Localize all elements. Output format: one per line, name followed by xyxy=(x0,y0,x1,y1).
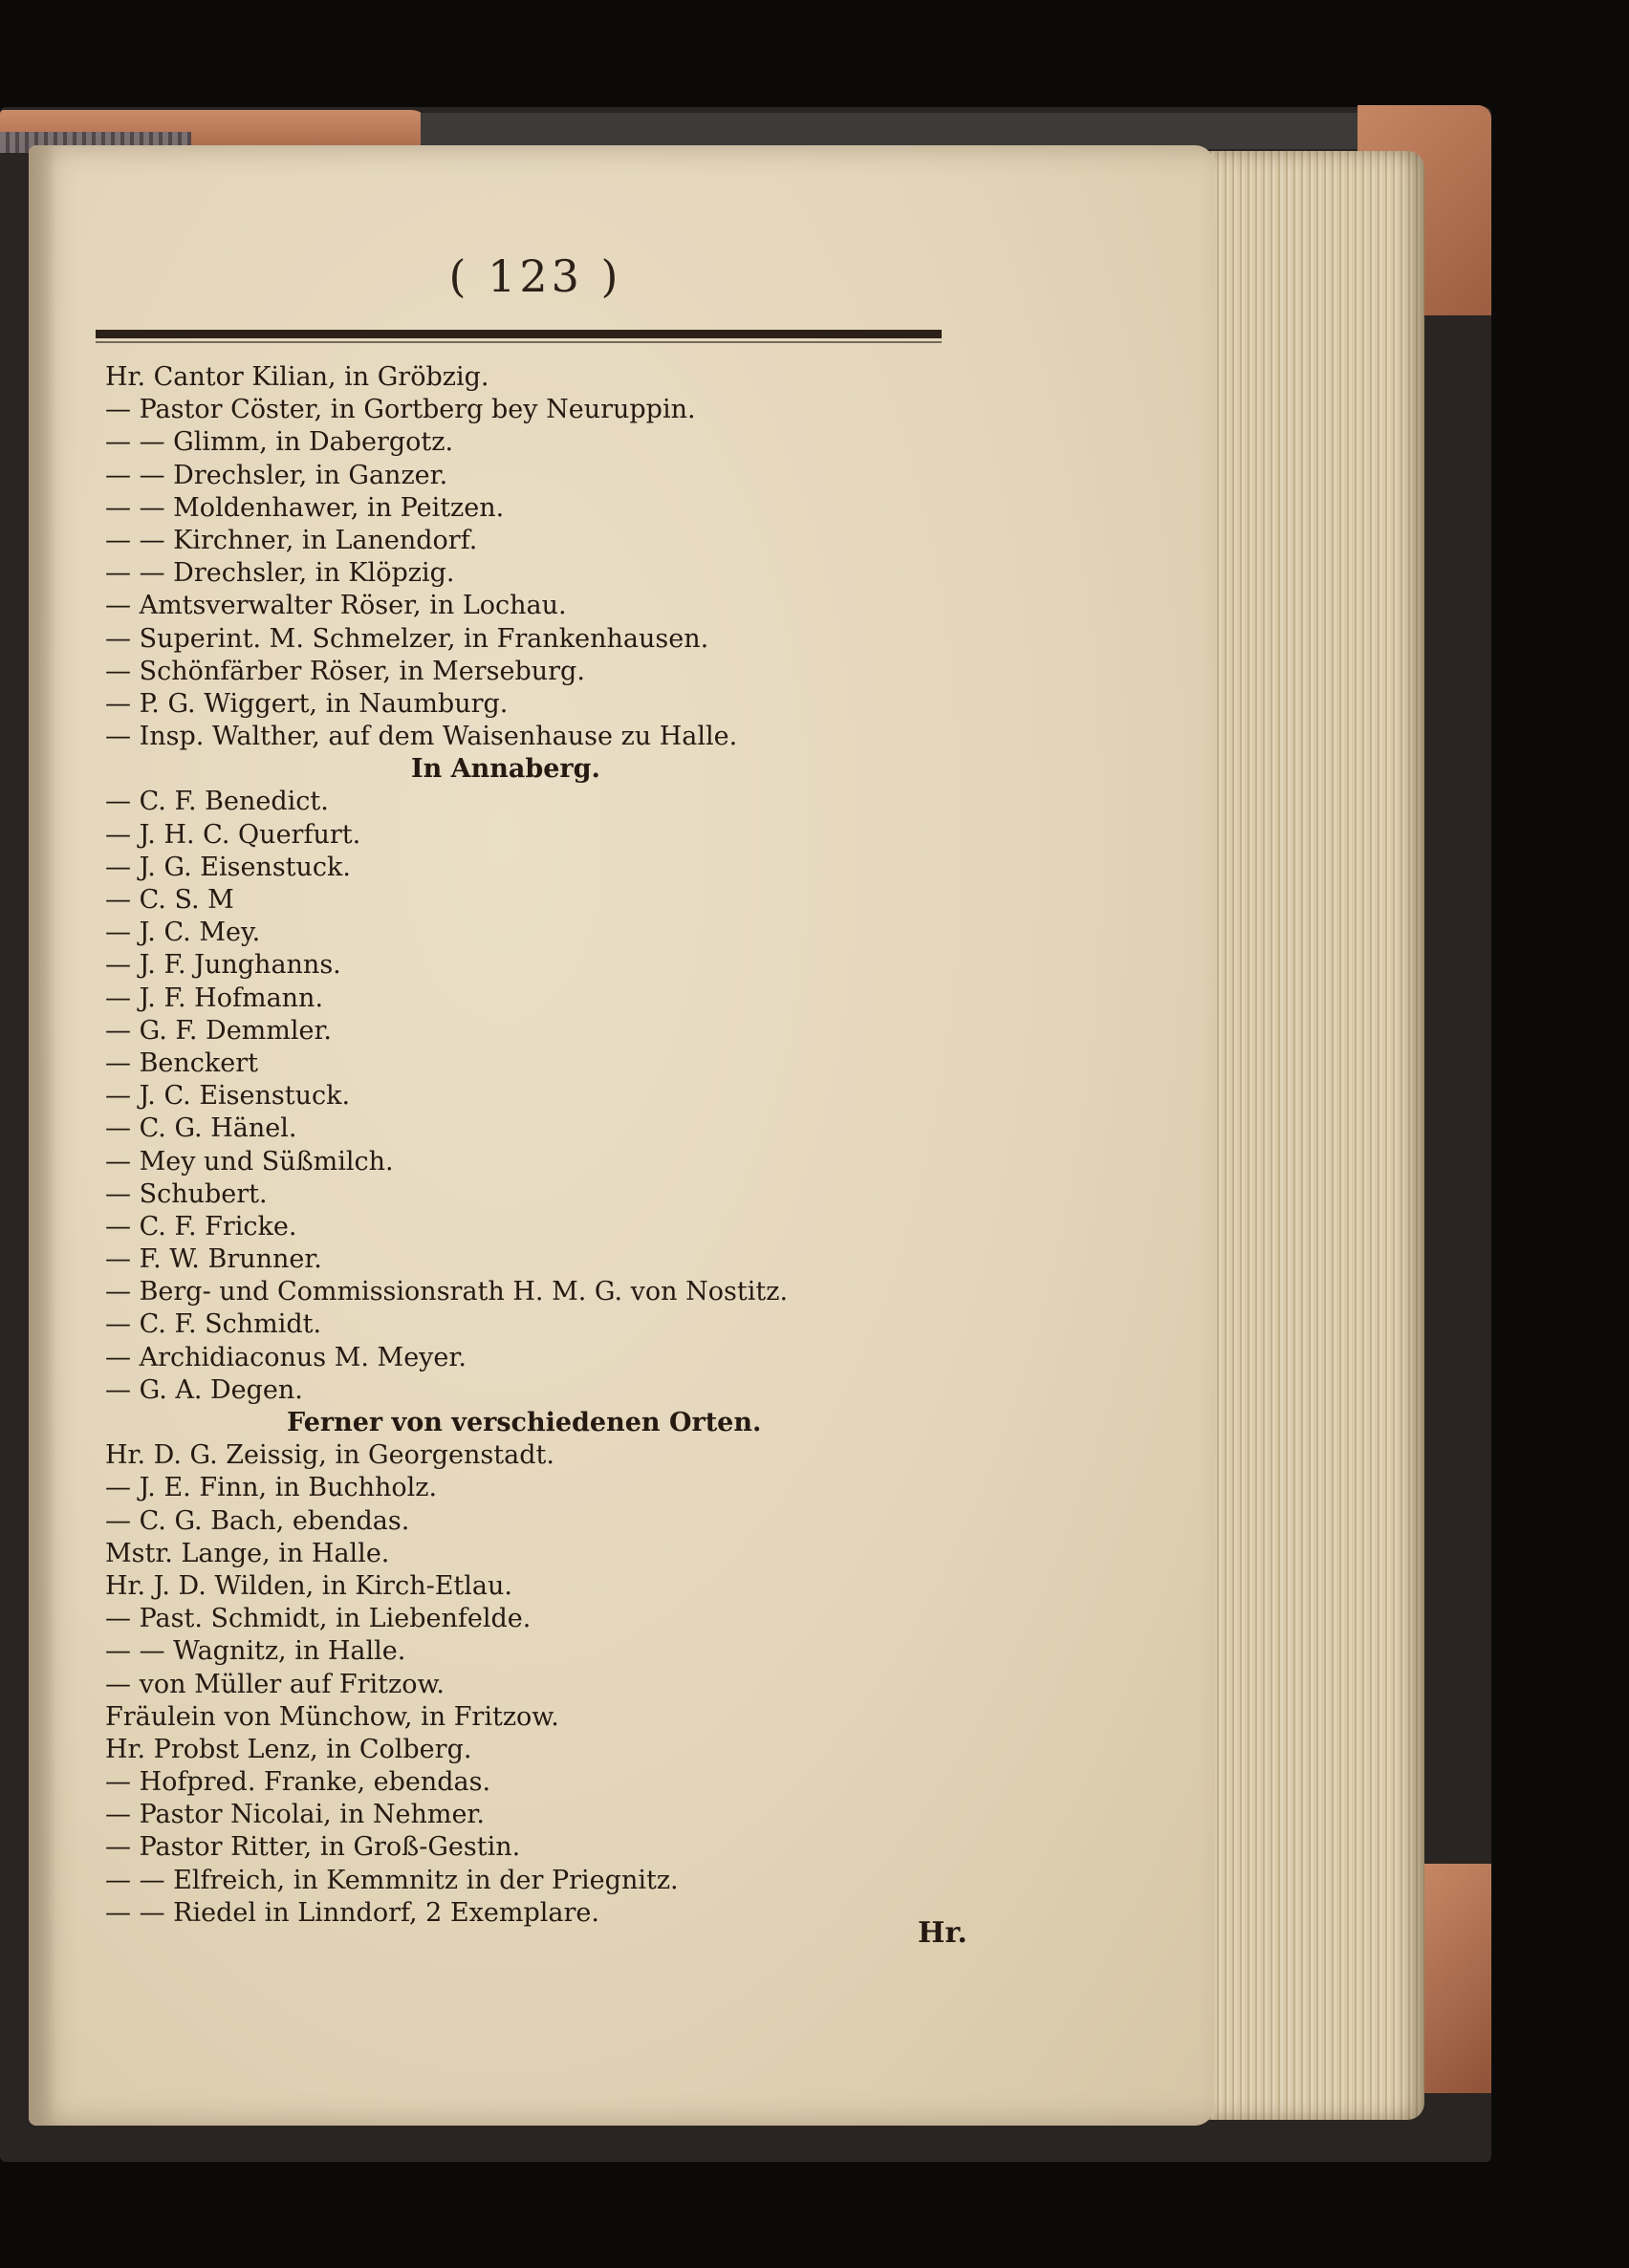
list-item: — Past. Schmidt, in Liebenfelde. xyxy=(105,1604,532,1634)
page-gutter xyxy=(29,145,55,2126)
list-item: — J. E. Finn, in Buchholz. xyxy=(105,1473,438,1503)
catchword: Hr. xyxy=(918,1916,967,1950)
list-item: — — Wagnitz, in Halle. xyxy=(105,1636,406,1667)
list-item: — Pastor Cöster, in Gortberg bey Neuruppin. xyxy=(105,395,696,425)
list-item: — von Müller auf Fritzow. xyxy=(105,1669,445,1699)
list-item: — Superint. M. Schmelzer, in Frankenhausen. xyxy=(105,623,709,654)
list-item: — — Elfreich, in Kemmnitz in der Priegnitz. xyxy=(105,1865,679,1895)
list-item: — — Moldenhawer, in Peitzen. xyxy=(105,492,505,523)
list-item: — Hofpred. Franke, ebendas. xyxy=(105,1767,491,1798)
header-rule-thin xyxy=(96,341,942,343)
subscriber-list xyxy=(105,361,966,1930)
list-item: Hr. D. G. Zeissig, in Georgenstadt. xyxy=(105,1440,554,1471)
list-item: — J. G. Eisenstuck. xyxy=(105,852,351,882)
list-item: — J. H. C. Querfurt. xyxy=(105,819,361,850)
list-item: — Pastor Nicolai, in Nehmer. xyxy=(105,1800,485,1830)
list-item: — F. W. Brunner. xyxy=(105,1244,322,1275)
list-item: — J. F. Junghanns. xyxy=(105,950,341,981)
leather-corner-bottom-right xyxy=(1424,1864,1491,2093)
list-item: — Amtsverwalter Röser, in Lochau. xyxy=(105,591,567,621)
list-item: — Archidiaconus M. Meyer. xyxy=(105,1342,467,1372)
list-item: Hr. J. D. Wilden, in Kirch-Etlau. xyxy=(105,1570,512,1601)
page-number: ( 123 ) xyxy=(448,250,622,302)
list-item: Hr. Probst Lenz, in Colberg. xyxy=(105,1734,472,1764)
list-item: — G. F. Demmler. xyxy=(105,1015,333,1046)
list-item: Mstr. Lange, in Halle. xyxy=(105,1538,390,1568)
header-rule xyxy=(96,330,942,338)
list-item: — Insp. Walther, auf dem Waisenhause zu Halle. xyxy=(105,722,738,752)
list-item: — C. F. Benedict. xyxy=(105,787,329,817)
list-item: — Benckert xyxy=(105,1048,259,1078)
list-item: — J. C. Mey. xyxy=(105,918,261,948)
list-item: — — Drechsler, in Klöpzig. xyxy=(105,558,455,589)
list-item: — P. G. Wiggert, in Naumburg. xyxy=(105,688,509,719)
section-heading: In Annaberg. xyxy=(411,754,600,785)
list-item: — Mey und Süßmilch. xyxy=(105,1146,394,1177)
list-item: — Berg- und Commissionsrath H. M. G. von Nostitz. xyxy=(105,1277,789,1307)
list-item: — — Kirchner, in Lanendorf. xyxy=(105,525,478,555)
list-item: Fräulein von Münchow, in Fritzow. xyxy=(105,1701,559,1732)
list-item: — — Riedel in Linndorf, 2 Exemplare. xyxy=(105,1897,599,1928)
list-item: — C. F. Schmidt. xyxy=(105,1309,322,1340)
list-item: — J. C. Eisenstuck. xyxy=(105,1081,351,1112)
list-item: — Schubert. xyxy=(105,1178,268,1209)
list-item: — C. G. Bach, ebendas. xyxy=(105,1505,410,1536)
list-item: — — Drechsler, in Ganzer. xyxy=(105,460,448,490)
list-item: — Pastor Ritter, in Groß-Gestin. xyxy=(105,1832,521,1863)
list-item: — J. F. Hofmann. xyxy=(105,983,324,1013)
list-item: Hr. Cantor Kilian, in Gröbzig. xyxy=(105,362,489,392)
section-heading: Ferner von verschiedenen Orten. xyxy=(287,1408,762,1437)
list-item: — — Glimm, in Dabergotz. xyxy=(105,427,454,458)
cloth-binding-top xyxy=(421,113,1377,149)
list-item: — C. S. M xyxy=(105,885,234,915)
list-item: — Schönfärber Röser, in Merseburg. xyxy=(105,656,585,686)
list-item: — C. F. Fricke. xyxy=(105,1211,297,1242)
list-item: — C. G. Hänel. xyxy=(105,1113,297,1144)
list-item: — G. A. Degen. xyxy=(105,1374,303,1405)
